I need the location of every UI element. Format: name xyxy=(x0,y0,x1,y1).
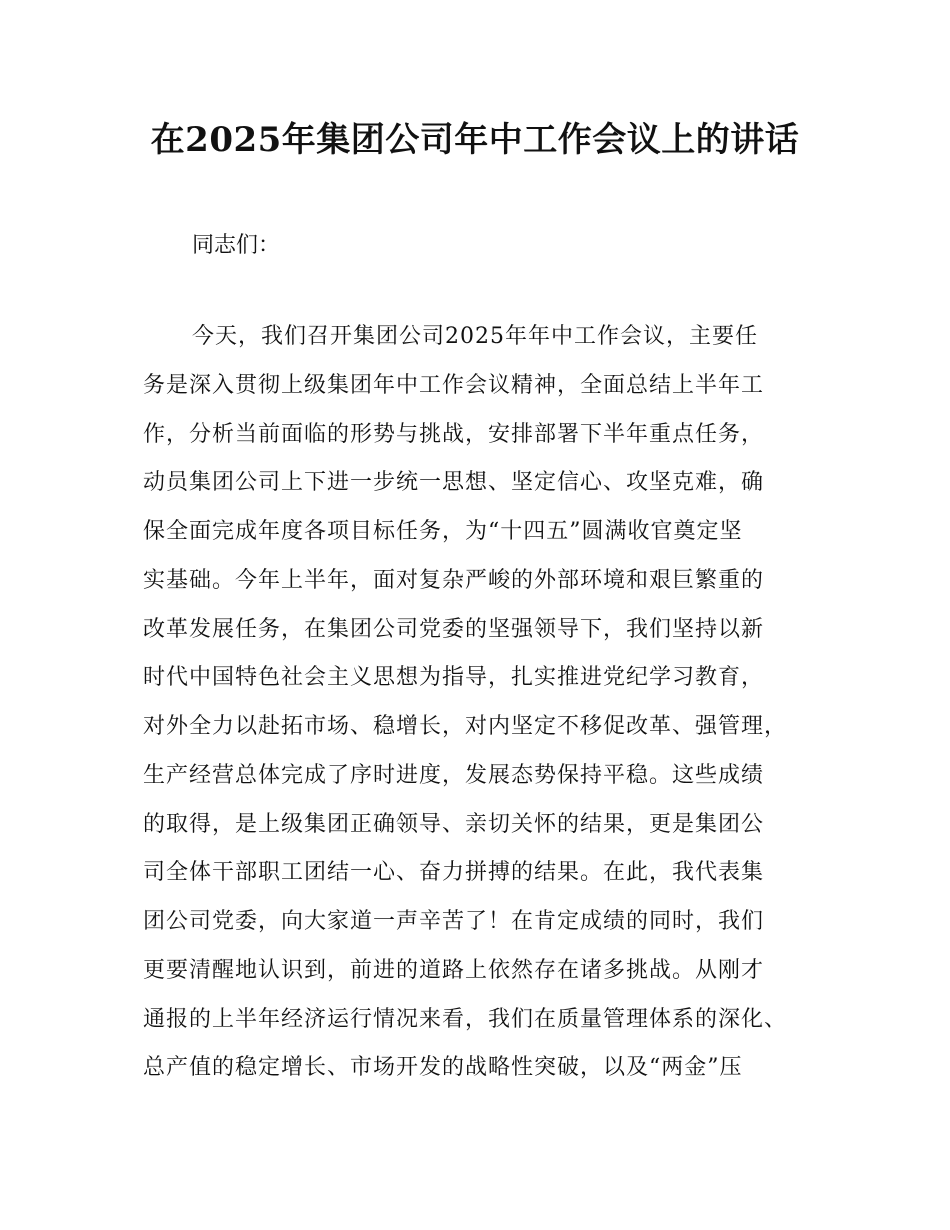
paragraph-line: 今天，我们召开集团公司2025年年中工作会议，主要任 xyxy=(192,324,758,349)
paragraph-line: 司全体干部职工团结一心、奋力拼搏的结果。在此，我代表集 xyxy=(143,860,765,886)
paragraph-line: 对外全力以赴拓市场、稳增长，对内坚定不移促改革、强管理， xyxy=(143,714,788,739)
paragraph-line: 时代中国特色社会主义思想为指导，扎实推进党纪学习教育， xyxy=(143,665,765,691)
paragraph-line: 实基础。今年上半年，面对复杂严峻的外部环境和艰巨繁重的 xyxy=(143,567,765,593)
paragraph-line: 团公司党委，向大家道一声辛苦了！在肯定成绩的同时，我们 xyxy=(143,909,765,934)
salutation: 同志们： xyxy=(192,233,281,258)
document-title: 在2025年集团公司年中工作会议上的讲话 xyxy=(150,120,800,160)
paragraph-line: 保全面完成年度各项目标任务，为“十四五”圆满收官奠定坚 xyxy=(143,519,743,544)
paragraph-line: 通报的上半年经济运行情况来看，我们在质量管理体系的深化、 xyxy=(143,1006,788,1032)
paragraph-line: 动员集团公司上下进一步统一思想、坚定信心、攻坚克难，确 xyxy=(143,470,765,496)
body-paragraph xyxy=(143,322,833,1102)
paragraph-line: 生产经营总体完成了序时进度，发展态势保持平稳。这些成绩 xyxy=(143,762,765,788)
paragraph-line: 更要清醒地认识到，前进的道路上依然存在诸多挑战。从刚才 xyxy=(143,957,765,983)
paragraph-line: 务是深入贯彻上级集团年中工作会议精神，全面总结上半年工 xyxy=(143,372,765,398)
paragraph-line: 改革发展任务，在集团公司党委的坚强领导下，我们坚持以新 xyxy=(143,616,765,642)
paragraph-line: 总产值的稳定增长、市场开发的战略性突破，以及“两金”压 xyxy=(143,1055,743,1081)
paragraph-line: 作，分析当前面临的形势与挑战，安排部署下半年重点任务， xyxy=(143,421,765,447)
paragraph-line: 的取得，是上级集团正确领导、亲切关怀的结果，更是集团公 xyxy=(143,811,765,837)
